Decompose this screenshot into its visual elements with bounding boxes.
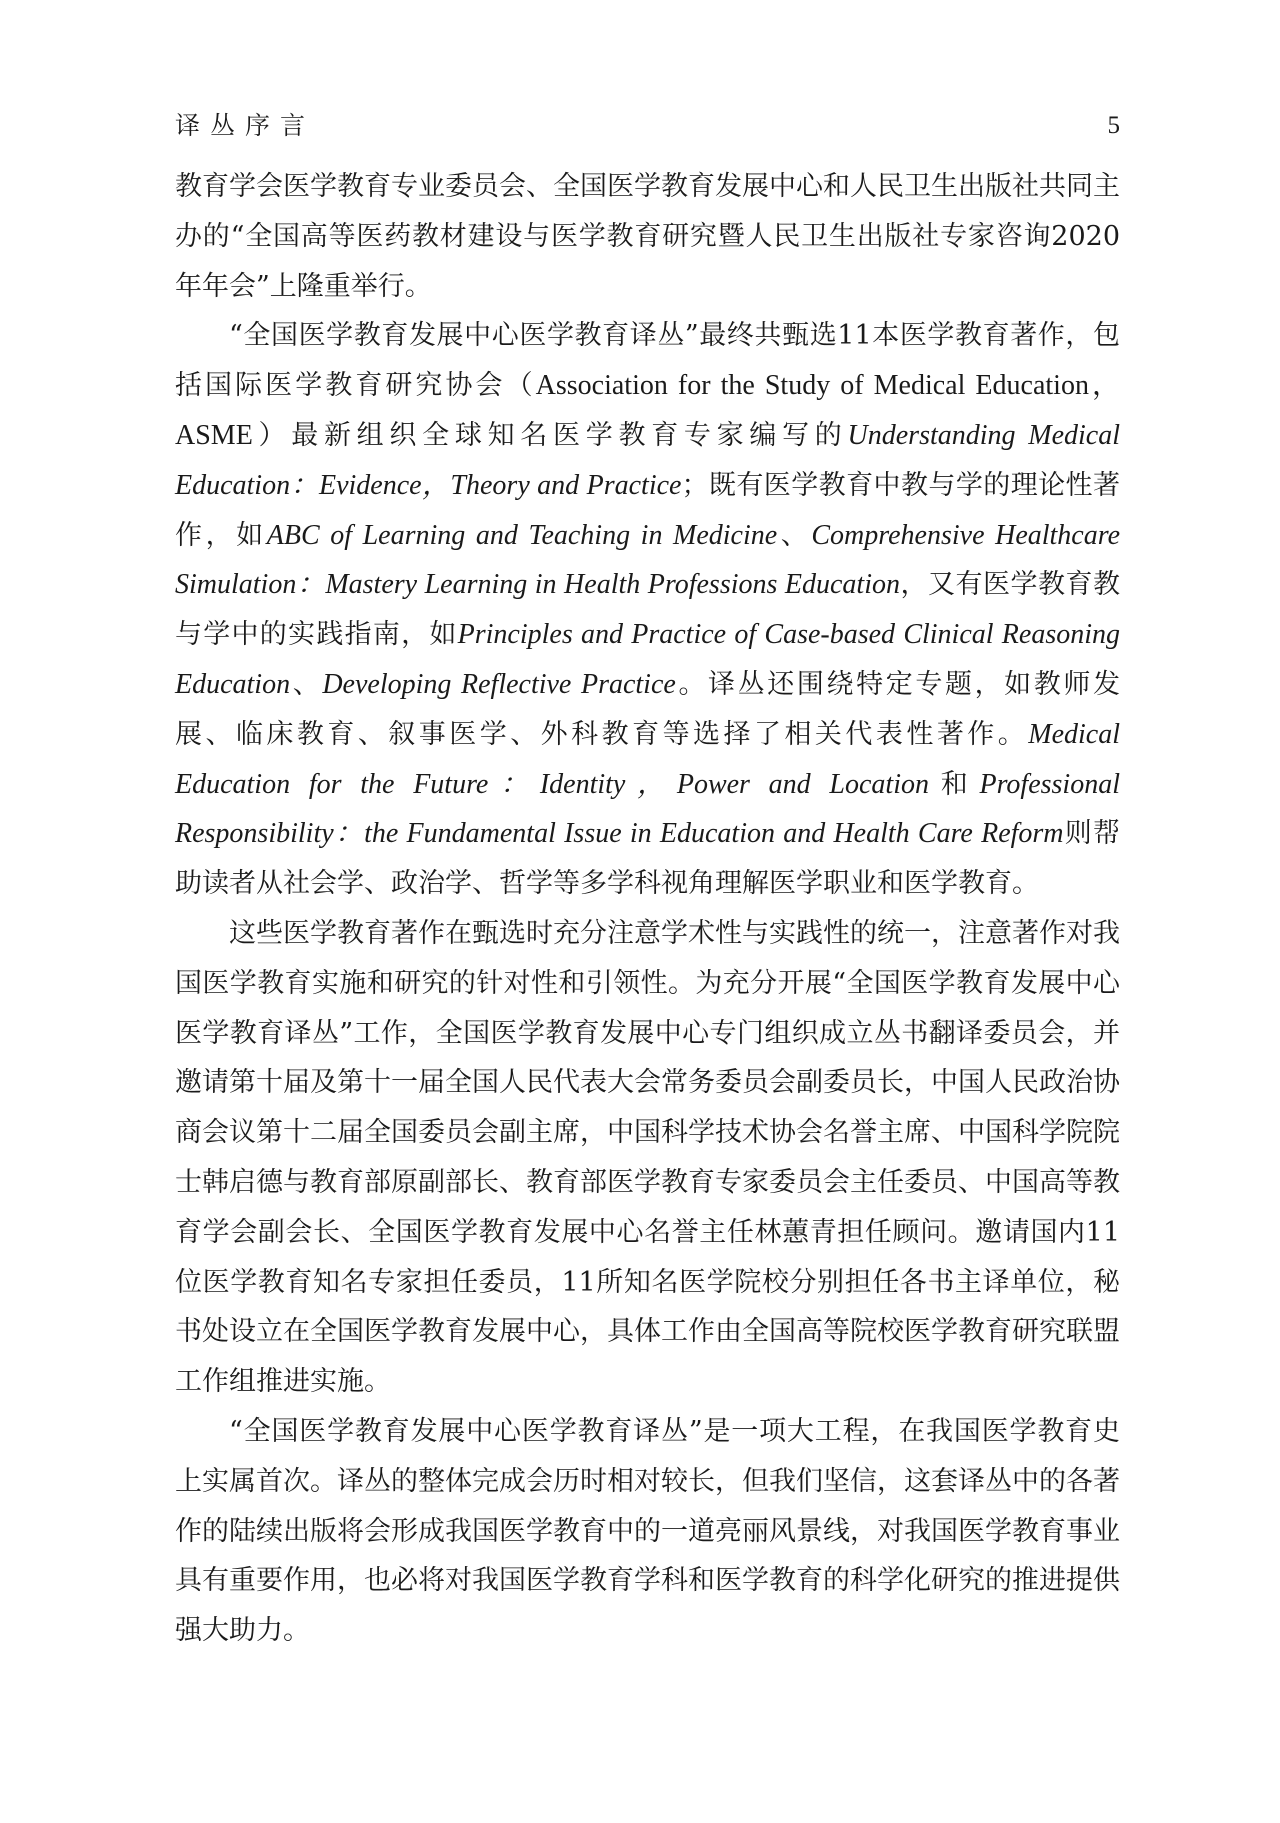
- book-title-developing-reflective-practice: Developing Reflective Practice: [322, 668, 676, 700]
- p2-text-4: 、: [777, 519, 812, 551]
- paragraph-4: “全国医学教育发展中心医学教育译丛”是一项大工程，在我国医学教育史上实属首次。译丛的整体完成会历时相对较长，但我们坚信，这套译丛中的各著作的陆续出版将会形成我国医学教育中的一道亮丽风景线，对我国医学教育事业具有重要作用，也必将对我国医学教育学科和医学教育的科学化研究的推进提供强大助力。: [175, 1415, 1120, 1647]
- paragraph-2: [175, 311, 1120, 909]
- p2-text-9: 则帮助读者从社会学、政治学、哲学等多学科视角理解医学职业和医学教育。: [175, 818, 1120, 900]
- paragraph-1: 教育学会医学教育专业委员会、全国医学教育发展中心和人民卫生出版社共同主办的“全国高等医药教材建设与医学教育研究暨人民卫生出版社专家咨询2020年年会”上隆重举行。: [175, 171, 1120, 302]
- book-title-medical-education-future: Medical Education for the Future：Identity，Power and Location: [175, 718, 1120, 800]
- p2-text-7: 。译丛还围绕特定专题，如教师发展、临床教育、叙事医学、外科教育等选择了相关代表性著作。: [175, 668, 1121, 750]
- p2-text-5: ，又有医学教育教与学中的实践指南，如: [175, 569, 1121, 651]
- book-title-understanding-medical-education: Understanding Medical Education：Evidence，Theory and Practice: [175, 419, 1120, 501]
- page-number: 5: [1107, 112, 1120, 139]
- p2-text-8: 和: [928, 768, 980, 800]
- running-title: 译丛序言: [175, 111, 316, 140]
- book-title-abc-learning-teaching: ABC of Learning and Teaching in Medicine: [266, 519, 778, 551]
- p2-text-6: 、: [290, 668, 323, 700]
- book-title-case-based-clinical-reasoning: Principles and Practice of Case-based Clinical Reasoning Education: [175, 619, 1121, 700]
- book-title-comprehensive-healthcare-simulation: Comprehensive Healthcare Simulation：Mastery Learning in Health Professions Education: [175, 519, 1121, 601]
- p2-text-2: ）最新组织全球知名医学教育专家编写的: [252, 419, 848, 451]
- body-text: [175, 162, 1120, 1656]
- running-head: [175, 108, 1120, 144]
- p2-asme-name: Association for the Study of Medical Education，ASME: [175, 370, 1121, 451]
- p2-text-1: “全国医学教育发展中心医学教育译丛”最终共甄选11本医学教育著作，包括国际医学教育研究协会（: [175, 320, 1120, 402]
- p2-text-3: ；既有医学教育中教与学的理论性著作，如: [175, 469, 1120, 551]
- paragraph-3: 这些医学教育著作在甄选时充分注意学术性与实践性的统一，注意著作对我国医学教育实施和研究的针对性和引领性。为充分开展“全国医学教育发展中心医学教育译丛”工作，全国医学教育发展中心专门组织成立丛书翻译委员会，并邀请第十届及第十一届全国人民代表大会常务委员会副委员长，中国人民政治协商会议第十二届全国委员会副主席，中国科学技术协会名誉主席、中国科学院院士韩启德与教育部原副部长、教育部医学教育专家委员会主任委员、中国高等教育学会副会长、全国医学教育发展中心名誉主任林蕙青担任顾问。邀请国内11位医学教育知名专家担任委员，11所知名医学院校分别担任各书主译单位，秘书处设立在全国医学教育发展中心，具体工作由全国高等院校医学教育研究联盟工作组推进实施。: [175, 917, 1120, 1398]
- book-title-professional-responsibility: Professional Responsibility：the Fundamental Issue in Education and Health Care Reform: [175, 768, 1120, 850]
